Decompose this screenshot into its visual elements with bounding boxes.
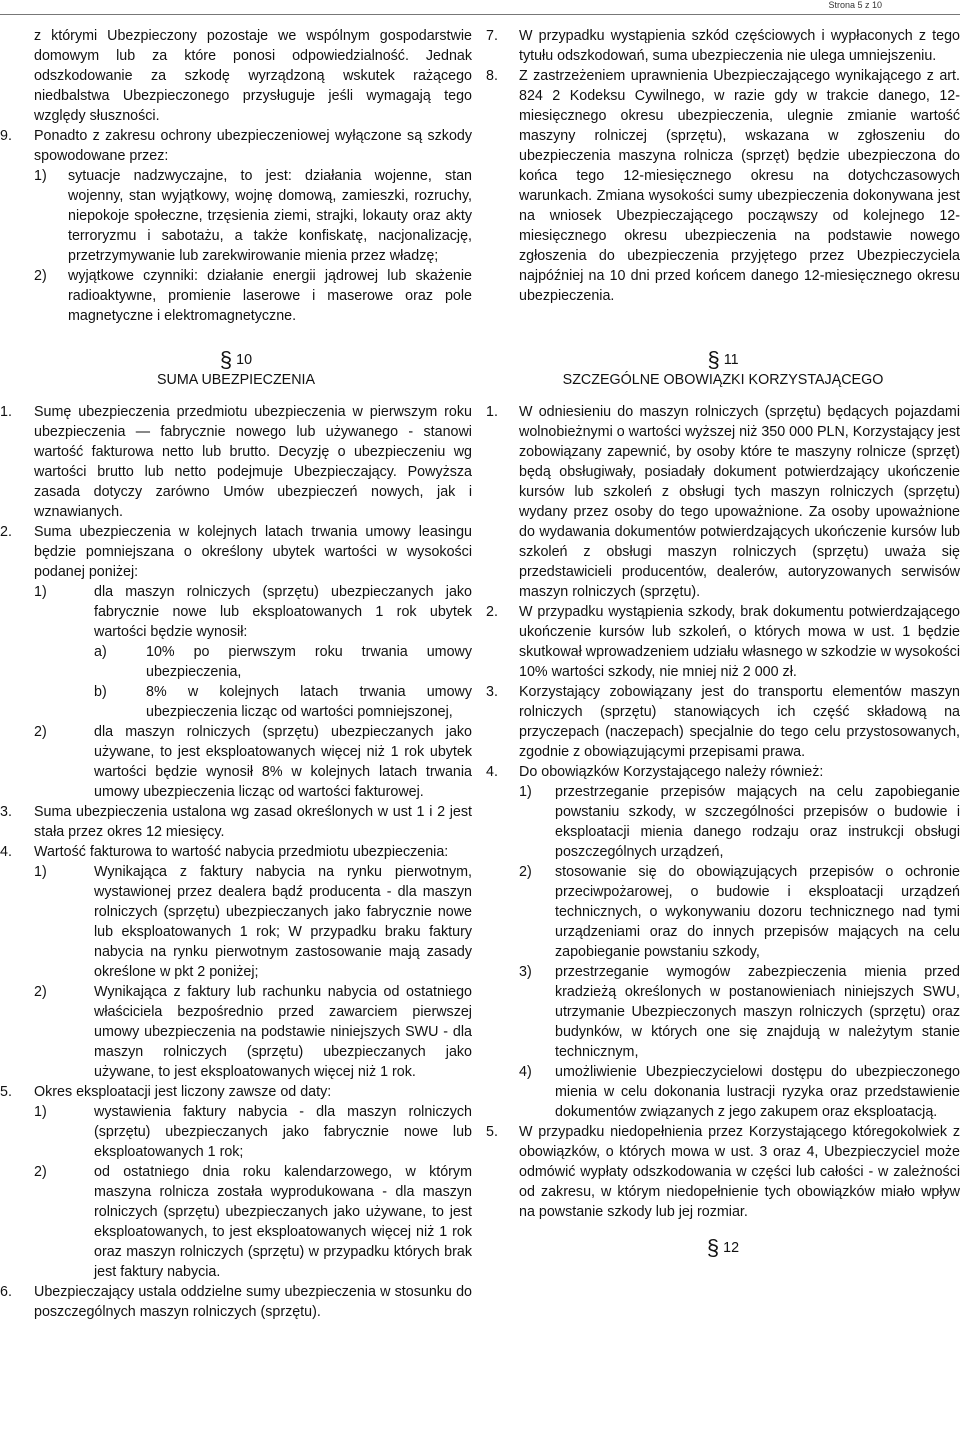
section-12-number: 12 [723, 1240, 740, 1256]
item-9-sub-2-number: 2) [34, 268, 47, 284]
item-9-sub-1 [34, 166, 472, 266]
s11-item-3-text: Korzystający zobowiązany jest do transportu elementów maszyn rolniczych (sprzętu) stanowiących ich część składową na przyczepach (naczepach) specjalnie do tego celu przystosowanych, zgodnie z obowiązującymi przepisami prawa. [519, 684, 960, 760]
s11-item-4-1 [519, 782, 960, 862]
s11-item-1 [486, 402, 960, 602]
section-12-heading [486, 1235, 960, 1260]
s10-item-2-1-b-number: b) [94, 684, 107, 700]
s10-item-4 [0, 842, 472, 862]
header-rule [0, 14, 960, 15]
s11-item-2-number: 2. [486, 604, 498, 620]
item-9-text: Ponadto z zakresu ochrony ubezpieczeniowej wyłączone są szkody spowodowane przez: [34, 128, 472, 164]
s11-item-4-2-number: 2) [519, 864, 532, 880]
item-9-sub-1-text: sytuacje nadzwyczajne, to jest: działania wojenne, stan wojenny, stan wyjątkowy, wojnę domową, zamieszki, rozruchy, niepokoje społeczne, trzęsienia ziemi, strajki, lokauty oraz akty terroryzmu i sabotażu, a także konfiskatę, nacjonalizację, przetrzymywanie lub zarekwirowanie mienia przez władzę; [68, 168, 472, 264]
item-8-text: Z zastrzeżeniem uprawnienia Ubezpieczającego wynikającego z art. 824 2 Kodeksu Cywilnego, w razie gdy w trakcie danego, 12-miesięcznego okresu ubezpieczenia, ulegnie zmianie wartość maszyny rolniczej (sprzętu), wskazana w zgłoszeniu do ubezpieczenia maszyna rolnicza (sprzęt) będzie ubezpieczona do końca tego 12-miesięcznego okresu na dotychczasowych warunkach. Zmiana wysokości sumy ubezpieczenia dokonywana jest na wniosek Ubezpieczającego począwszy od kolejnego 12-miesięcznego okresu ubezpieczenia na podstawie nowego zgłoszenia do ubezpieczenia przyjętego przez Ubezpieczyciela najpóźniej na 10 dni przed końcem danego 12-miesięcznego okresu ubezpieczenia. [519, 68, 960, 304]
s10-item-4-2-text: Wynikająca z faktury lub rachunku nabycia od ostatniego właściciela bezpośrednio przed zawarciem pierwszej umowy ubezpieczenia na podstawie niniejszych SWU - dla maszyn rolniczych (sprzętu) ubezpieczanych jako używane, to jest eksploatowanych więcej niż 1 rok. [94, 984, 472, 1080]
item-9 [0, 126, 472, 166]
s10-item-1-number: 1. [0, 404, 12, 420]
s10-item-2-1-b-text: 8% w kolejnych latach trwania umowy ubezpieczenia licząc od wartości pomniejszonej, [146, 684, 472, 720]
s11-item-4 [486, 762, 960, 782]
s11-item-4-2 [519, 862, 960, 962]
s11-item-2-text: W przypadku wystąpienia szkody, brak dokumentu potwierdzającego ukończenie kursów lub szkoleń, o których mowa w ust. 1 będzie skutkował wprowadzeniem udziału własnego w szkodzie w wysokości 10% wartości szkody, nie mniej niż 2 000 zł. [519, 604, 960, 680]
s11-item-4-1-text: przestrzeganie przepisów mających na celu zapobieganie powstaniu szkody, w szczególności przepisów o budowie i eksploatacji mienia danego rodzaju oraz instrukcji obsługi poszczególnych urządzeń, [555, 784, 960, 860]
section-10-heading [0, 347, 472, 372]
s10-item-5-2-number: 2) [34, 1164, 47, 1180]
s10-item-1-text: Sumę ubezpieczenia przedmiotu ubezpieczenia w pierwszym roku ubezpieczenia — fabrycznie nowego lub używanego - stanowi wartość fakturowa netto lub brutto. Decyzję o ubezpieczeniu wg wartości brutto lub netto podejmuje Ubezpieczający. Powyższa zasada dotyczy zarówno Umów ubezpieczeń nowych, jak i wznawianych. [34, 404, 472, 520]
section-10-number: 10 [236, 352, 253, 368]
s10-item-3-text: Suma ubezpieczenia ustalona wg zasad określonych w ust 1 i 2 jest stała przez okres 12 miesięcy. [34, 804, 472, 840]
s10-item-2-1-a-number: a) [94, 644, 107, 660]
s10-item-4-text: Wartość fakturowa to wartość nabycia przedmiotu ubezpieczenia: [34, 844, 449, 860]
s11-item-1-number: 1. [486, 404, 498, 420]
intro-paragraph: z którymi Ubezpieczony pozostaje we wspólnym gospodarstwie domowym lub za które ponosi odpowiedzialność. Jednak odszkodowanie za szkodę wyrządzoną wskutek rażącego niedbalstwa Ubezpieczonego przysługuje jeśli wymagają tego względy słuszności. [34, 28, 472, 124]
section-11-title: SZCZEGÓLNE OBOWIĄZKI KORZYSTAJĄCEGO [562, 372, 884, 388]
s10-item-4-1-number: 1) [34, 864, 47, 880]
s10-item-4-1 [34, 862, 472, 982]
s11-item-4-2-text: stosowanie się do obowiązujących przepisów o ochronie przeciwpożarowej, o budowie i eksploatacji urządzeń technicznych, o wykonywaniu dozoru technicznego nad tymi urządzeniami oraz do innych przepisów mających na celu zapobieganie powstaniu szkody, [555, 864, 960, 960]
s11-item-5-number: 5. [486, 1124, 498, 1140]
section-10-title: SUMA UBEZPIECZENIA [156, 372, 316, 388]
s11-item-3-number: 3. [486, 684, 498, 700]
s11-item-3 [486, 682, 960, 762]
s10-item-2-2-text: dla maszyn rolniczych (sprzętu) ubezpieczanych jako używane, to jest eksploatowanych więcej niż 1 rok ubytek wartości będzie wynosił 8% w kolejnych latach trwania umowy ubezpieczenia licząc od wartości fakturowej. [94, 724, 472, 800]
s10-item-5-1-text: wystawienia faktury nabycia - dla maszyn rolniczych (sprzętu) ubezpieczanych jako fabrycznie nowe lub eksploatowanych 1 rok; [94, 1104, 472, 1160]
s10-item-2-text: Suma ubezpieczenia w kolejnych latach trwania umowy leasingu będzie pomniejszana o określony ubytek wartości w wysokości podanej poniżej: [34, 524, 472, 580]
item-7-text: W przypadku wystąpienia szkód częściowych i wypłaconych z tego tytułu odszkodowań, suma ubezpieczenia nie ulega umniejszeniu. [519, 28, 960, 64]
s10-item-2-1-text: dla maszyn rolniczych (sprzętu) ubezpieczanych jako fabrycznie nowe lub eksploatowanych 1 rok ubytek wartości będzie wynosił: [94, 584, 472, 640]
s11-item-4-4-number: 4) [519, 1064, 532, 1080]
s10-item-5-2-text: od ostatniego dnia roku kalendarzowego, w którym maszyna rolnicza została wyprodukowana - dla maszyn rolniczych (sprzętu) ubezpieczanych jako używane, to jest eksploatowanych, to jest eksploatowanych więcej niż 1 rok oraz maszyn rolniczych (sprzętu) w przypadku których brak jest faktury nabycia. [94, 1164, 472, 1280]
s10-item-4-number: 4. [0, 844, 12, 860]
s10-item-5-text: Okres eksploatacji jest liczony zawsze od daty: [34, 1084, 332, 1100]
s10-item-4-2 [34, 982, 472, 1082]
section-11-sign: § [707, 347, 720, 372]
section-11-number: 11 [723, 352, 739, 368]
section-12-sign: § [706, 1235, 720, 1260]
s10-item-5-1 [34, 1102, 472, 1162]
s10-item-2 [0, 522, 472, 582]
item-9-sub-2-text: wyjątkowe czynniki: działanie energii jądrowej lub skażenie radioaktywne, promienie laserowe i maserowe oraz pole magnetyczne i elektromagnetyczne. [68, 268, 472, 324]
s11-item-2 [486, 602, 960, 682]
s10-item-1 [0, 402, 472, 522]
s10-item-2-2 [34, 722, 472, 802]
s11-item-4-3-text: przestrzeganie wymogów zabezpieczenia mienia przed kradzieżą określonych w postanowieniach niniejszych SWU, utrzymanie Ubezpieczonych maszyn rolniczych (sprzętu) oraz budynków, w których one się znajdują w należytym stanie technicznym, [555, 964, 960, 1060]
s10-item-6 [0, 1282, 472, 1322]
s10-item-2-2-number: 2) [34, 724, 47, 740]
s10-item-3 [0, 802, 472, 842]
section-11-heading [486, 347, 960, 372]
item-8-number: 8. [486, 68, 498, 84]
s10-item-5-1-number: 1) [34, 1104, 47, 1120]
s11-item-5 [486, 1122, 960, 1222]
left-column [0, 26, 472, 1322]
s10-item-3-number: 3. [0, 804, 12, 820]
s11-item-4-text: Do obowiązków Korzystającego należy również: [519, 764, 824, 780]
s10-item-5 [0, 1082, 472, 1102]
right-column [486, 26, 960, 1258]
s10-item-5-2 [34, 1162, 472, 1282]
item-9-sub-1-number: 1) [34, 168, 47, 184]
s10-item-2-1-a-text: 10% po pierwszym roku trwania umowy ubezpieczenia, [146, 644, 472, 680]
s10-item-4-1-text: Wynikająca z faktury nabycia na rynku pierwotnym, wystawionej przez dealera bądź producenta - dla maszyn rolniczych (sprzętu) ubezpieczanych jako fabrycznie nowe lub eksploatowanych 1 rok; W przypadku braku faktury nabycia na rynku pierwotnym zastosowanie mają zasady określone w pkt 2 poniżej; [94, 864, 472, 980]
s10-item-2-1-number: 1) [34, 584, 47, 600]
item-9-sub-2 [34, 266, 472, 326]
item-8 [486, 66, 960, 306]
s11-item-4-3-number: 3) [519, 964, 532, 980]
s11-item-4-number: 4. [486, 764, 498, 780]
s11-item-4-3 [519, 962, 960, 1062]
s11-item-4-4 [519, 1062, 960, 1122]
s10-item-2-1-a [34, 642, 472, 682]
page-number-label: Strona 5 z 10 [828, 0, 882, 10]
s11-item-1-text: W odniesieniu do maszyn rolniczych (sprzętu) będących pojazdami wolnobieżnymi o wartości wyższej niż 350 000 PLN, Korzystający jest zobowiązany zapewnić, by osoby które te maszyny rolnicze (sprzęt) będą obsługiwały, posiadały dokument potwierdzający ukończenie kursów lub szkoleń z obsługi tych maszyn rolniczych (sprzętu) wydany przez osoby do tego upoważnione. Za osoby upoważnione do wydawania dokumentów potwierdzających ukończenie kursów lub szkoleń z obsługi maszyn rolniczych (sprzętu) uważa się przedstawicieli producentów, dealerów, autoryzowanych serwisów maszyn rolniczych (sprzętu). [519, 404, 960, 600]
s11-item-4-4-text: umożliwienie Ubezpieczycielowi dostępu do ubezpieczonego mienia w celu dokonania lustracji ryzyka oraz przedstawienie dokumentów związanych z jego zakupem oraz eksploatacją. [555, 1064, 960, 1120]
s10-item-6-text: Ubezpieczający ustala oddzielne sumy ubezpieczenia w stosunku do poszczególnych maszyn rolniczych (sprzętu). [34, 1284, 472, 1320]
item-7-number: 7. [486, 28, 498, 44]
s10-item-6-number: 6. [0, 1284, 12, 1300]
s10-item-4-2-number: 2) [34, 984, 47, 1000]
s10-item-2-1 [34, 582, 472, 642]
s11-item-5-text: W przypadku niedopełnienia przez Korzystającego któregokolwiek z obowiązków, o których mowa w ust. 3 oraz 4, Ubezpieczyciel może odmówić wypłaty odszkodowania w części lub całości - w zależności od zakresu, w którym niedopełnienie tych obowiązków miało wpływ na powstanie szkody lub jej rozmiar. [519, 1124, 960, 1220]
s10-item-2-number: 2. [0, 524, 12, 540]
s10-item-5-number: 5. [0, 1084, 12, 1100]
item-9-number: 9. [0, 128, 12, 144]
item-7 [486, 26, 960, 66]
s10-item-2-1-b [34, 682, 472, 722]
s11-item-4-1-number: 1) [519, 784, 532, 800]
section-10-sign: § [219, 347, 233, 372]
